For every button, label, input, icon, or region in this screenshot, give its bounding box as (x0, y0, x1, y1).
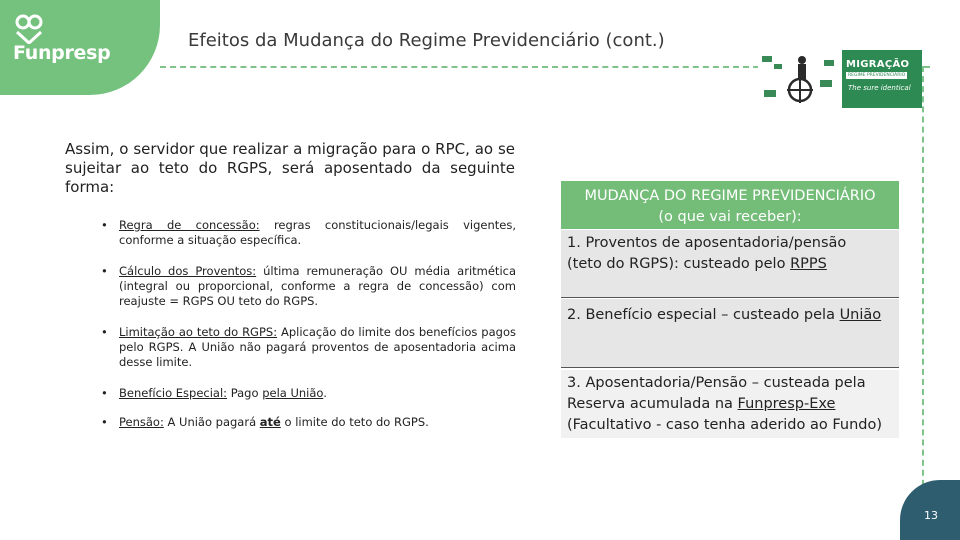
funpresp-logo-icon (14, 14, 44, 44)
bullet-text: A União pagará (163, 415, 260, 429)
migration-badge-image (758, 50, 922, 108)
bullet-text-end: . (323, 386, 327, 400)
benefit-row-2 (561, 299, 899, 368)
benefits-panel-header (561, 181, 899, 229)
benefit-row-3 (561, 370, 899, 438)
row1-line1: 1. Proventos de aposentadoria/pensão (567, 235, 847, 251)
bullet-text: regras constitucionais/legais vigentes, conforme a situação específica. (119, 218, 517, 247)
list-item (101, 264, 516, 309)
list-item (101, 386, 516, 401)
helm-figure-icon (758, 50, 842, 108)
bullet-label: Cálculo dos Proventos: (119, 264, 257, 278)
rules-list (101, 218, 516, 430)
bullet-text: Aplicação do limite dos benefícios pagos pelo RGPS. A União não pagará proventos de aposentadoria acima desse limite. (119, 325, 516, 369)
brand-header (0, 0, 160, 95)
list-item (101, 415, 516, 430)
badge-tagline: The sure identical (848, 84, 911, 92)
row3-text-end: (Facultativo - caso tenha aderido ao Fundo) (567, 417, 883, 433)
bullet-emphasis: pela União (262, 386, 324, 400)
bullet-label: Benefício Especial: (119, 386, 228, 400)
row3-text: 3. Aposentadoria/Pensão – custeada pela Reserva acumulada na (567, 375, 866, 412)
bullet-emphasis: até (259, 415, 281, 429)
badge-subtitle: REGIME PREVIDENCIÁRIO (848, 73, 906, 78)
brand-name: Funpresp (13, 42, 111, 64)
bullet-text: última remuneração OU média aritmética (integral ou proporcional, conforme a regra de concessão) com reajuste = RGPS OU teto do RGPS. (119, 264, 517, 308)
row2-emphasis: União (839, 307, 882, 323)
bullet-label: Limitação ao teto do RGPS: (119, 325, 278, 339)
bullet-text-end: o limite do teto do RGPS. (280, 415, 429, 429)
row1-line2: (teto do RGPS): custeado pelo (567, 256, 791, 272)
bullet-text: Pago (227, 386, 263, 400)
bullet-label: Regra de concessão: (119, 218, 260, 232)
intro-paragraph: Assim, o servidor que realizar a migração para o RPC, ao se sujeitar ao teto do RGPS, será aposentado da seguinte forma: (65, 140, 515, 196)
panel-header-line1: MUDANÇA DO REGIME PREVIDENCIÁRIO (584, 188, 876, 204)
badge-title: MIGRAÇÃO (846, 59, 910, 70)
page-number: 13 (924, 509, 938, 522)
benefit-row-1 (561, 230, 899, 298)
row1-emphasis: RPPS (790, 256, 827, 272)
list-item (101, 325, 516, 370)
row2-text: 2. Benefício especial – custeado pela (567, 307, 840, 323)
row3-emphasis: Funpresp-Exe (737, 396, 836, 412)
panel-header-line2: (o que vai receber): (658, 209, 802, 225)
divider-line-vertical (922, 66, 924, 496)
list-item (101, 218, 516, 248)
page-title: Efeitos da Mudança do Regime Previdenciário (cont.) (188, 30, 665, 51)
bullet-label: Pensão: (119, 415, 164, 429)
